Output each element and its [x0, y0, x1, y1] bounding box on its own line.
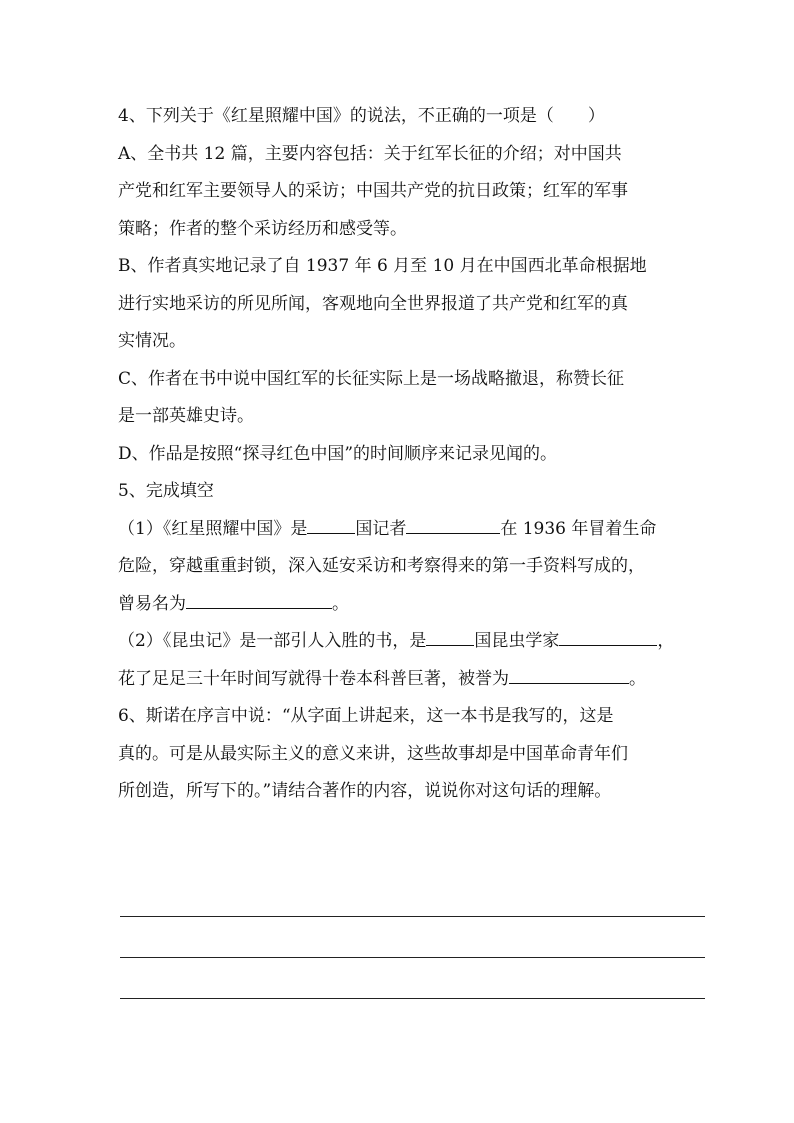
q6-line2: 真的。可是从最实际主义的意义来讲，这些故事却是中国革命青年们 — [118, 743, 628, 764]
q4-option-c-line2: 是一部英雄史诗。 — [118, 406, 254, 426]
q6-answer-area[interactable] — [120, 916, 705, 1039]
q5-part2-text-e: 。 — [629, 668, 646, 689]
entomologist-name-blank[interactable] — [559, 625, 657, 646]
q4-option-a-line3: 策略；作者的整个采访经历和感受等。 — [118, 218, 407, 239]
q5-part1-text-e: 。 — [332, 593, 349, 614]
q4-option-b-line1: B、作者真实地记录了自 1937 年 6 月至 10 月在中国西北革命根据地 — [118, 256, 647, 276]
country-blank[interactable] — [426, 625, 474, 646]
q4-option-a-line1: A、全书共 12 篇，主要内容包括：关于红军长征的介绍；对中国共 — [118, 143, 622, 164]
answer-line[interactable] — [120, 998, 705, 1039]
q5-part2-line2 — [118, 661, 688, 699]
q5-part1-line1 — [118, 511, 688, 549]
nationality-blank[interactable] — [307, 513, 355, 534]
q4-option-b-line3: 实情况。 — [118, 331, 186, 351]
q5-part1-text-b: 国记者 — [355, 518, 407, 539]
reputation-blank[interactable] — [509, 663, 629, 684]
q5-part1-text-a: （1）《红星照耀中国》是 — [118, 518, 308, 539]
worksheet-content — [118, 98, 688, 811]
q5-part2-text-d: 花了足足三十年时间写就得十卷本科普巨著，被誉为 — [118, 668, 509, 689]
q5-part2-text-c: ， — [657, 631, 675, 651]
q4-option-a-line2: 产党和红军主要领导人的采访；中国共产党的抗日政策；红军的军事 — [118, 181, 628, 201]
q5-part1-text-c: 在 1936 年冒着生命 — [500, 518, 657, 539]
answer-line[interactable] — [120, 957, 705, 998]
q5-part1-line2: 危险，穿越重重封锁，深入延安采访和考察得来的第一手资料写成的， — [118, 556, 645, 576]
q6-line3: 所创造，所写下的。”请结合著作的内容，说说你对这句话的理解。 — [118, 781, 612, 801]
answer-line[interactable] — [120, 916, 705, 957]
q4-option-c-line1: C、作者在书中说中国红军的长征实际上是一场战略撤退，称赞长征 — [118, 368, 625, 389]
q5-part2-line1 — [118, 623, 688, 661]
former-title-blank[interactable] — [186, 588, 332, 609]
q5-part2-text-b: 国昆虫学家 — [474, 631, 560, 651]
q4-option-b-line2: 进行实地采访的所见所闻，客观地向全世界报道了共产党和红军的真 — [118, 293, 628, 314]
q6-line1: 6、斯诺在序言中说：“从字面上讲起来，这一本书是我写的，这是 — [118, 706, 614, 726]
journalist-name-blank[interactable] — [406, 513, 500, 534]
q5-part2-text-a: （2）《昆虫记》是一部引人入胜的书，是 — [118, 631, 427, 651]
q4-option-d-line1: D、作品是按照“探寻红色中国”的时间顺序来记录见闻的。 — [118, 443, 558, 464]
q5-part1-line3 — [118, 586, 688, 624]
q4-stem: 4、下列关于《红星照耀中国》的说法，不正确的一项是（ ） — [118, 106, 605, 126]
q5-stem: 5、完成填空 — [118, 481, 214, 501]
q5-part1-text-d: 曾易名为 — [118, 593, 186, 614]
